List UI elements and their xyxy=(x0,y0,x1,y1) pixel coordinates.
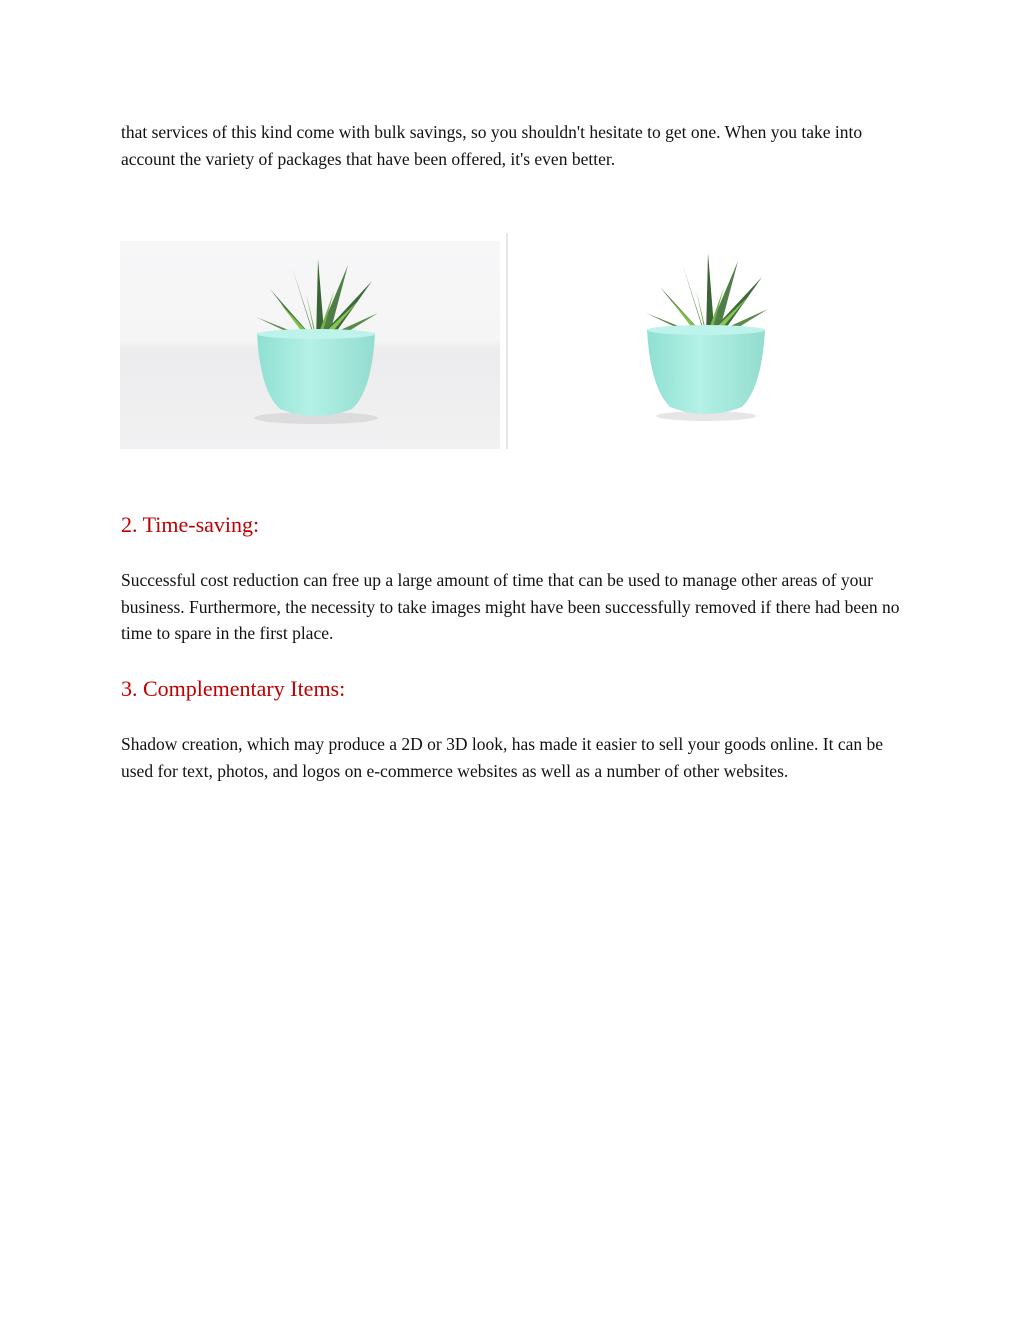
succulent-pot-cutout-image xyxy=(508,233,908,449)
heading-complementary-items: 3. Complementary Items: xyxy=(121,676,346,701)
plant-photo-cutout xyxy=(506,233,908,449)
plant-photo-original xyxy=(120,241,500,449)
pot-right xyxy=(647,329,765,414)
time-saving-paragraph: Successful cost reduction can free up a large amount of time that can be used to manage other areas of your business. Furthermore, the necessity to take images might have been successfully removed if there had been no time to spare in the first place. xyxy=(121,570,900,643)
pot-left xyxy=(257,333,375,416)
leaves-left xyxy=(256,259,378,341)
succulent-pot-image xyxy=(120,241,500,449)
leaves-right xyxy=(646,253,768,337)
complementary-paragraph: Shadow creation, which may produce a 2D or 3D look, has made it easier to sell your goods online. It can be used for text, photos, and logos on e-commerce websites as well as a number of other websites. xyxy=(121,734,884,781)
heading-time-saving: 2. Time-saving: xyxy=(121,512,260,537)
intro-paragraph: that services of this kind come with bulk savings, so you shouldn't hesitate to get one. When you take into account the variety of packages that have been offered, it's even better. xyxy=(121,122,863,169)
